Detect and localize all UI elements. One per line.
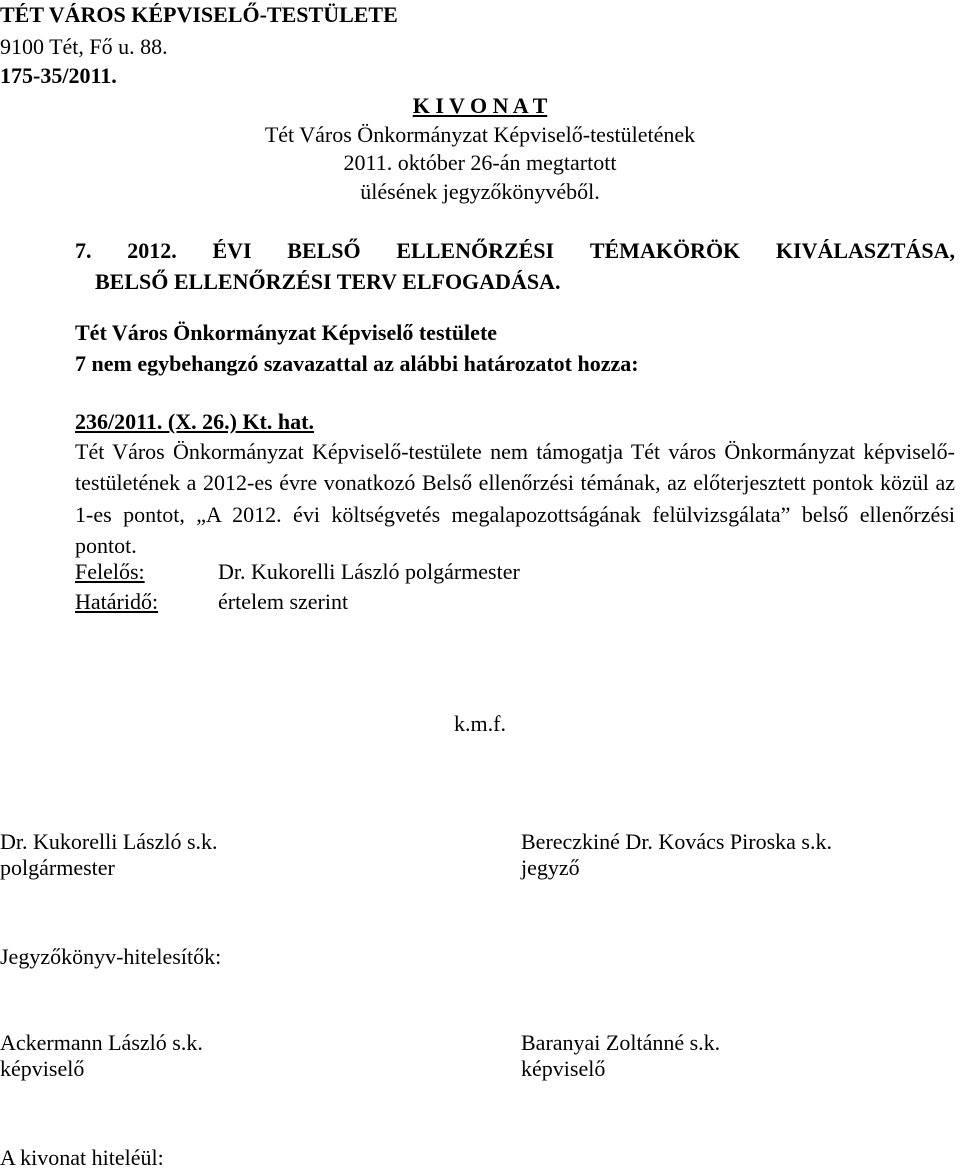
notary-role: jegyző bbox=[521, 855, 580, 880]
authenticators-label: Jegyzőkönyv-hitelesítők: bbox=[0, 944, 222, 969]
authenticator-right bbox=[521, 1030, 720, 1082]
mayor-signature bbox=[0, 829, 218, 881]
footer-note: A kivonat hiteléül: bbox=[0, 1145, 164, 1170]
mayor-name: Dr. Kukorelli László s.k. bbox=[0, 829, 218, 854]
title-line-2: 2011. október 26-án megtartott bbox=[343, 150, 617, 175]
authenticator-left-role: képviselő bbox=[0, 1056, 85, 1081]
responsible-row bbox=[75, 559, 520, 585]
council-name: TÉT VÁROS KÉPVISELŐ-TESTÜLETE bbox=[0, 2, 398, 27]
agenda-word: TÉMAKÖRÖK bbox=[589, 238, 741, 263]
deadline-row bbox=[75, 589, 348, 615]
agenda-item-title bbox=[75, 235, 955, 297]
kmf-mark: k.m.f. bbox=[454, 711, 506, 736]
mayor-role: polgármester bbox=[0, 855, 115, 880]
kivonat-title: K I V O N A T bbox=[412, 93, 548, 118]
authenticator-left-name: Ackermann László s.k. bbox=[0, 1030, 203, 1055]
agenda-word: ELLENŐRZÉSI bbox=[396, 238, 555, 263]
agenda-word: 2012. bbox=[127, 238, 177, 263]
deadline-value: értelem szerint bbox=[218, 589, 349, 614]
resolution-number bbox=[75, 409, 314, 435]
authenticator-left bbox=[0, 1030, 203, 1082]
reference-number: 175-35/2011. bbox=[0, 63, 117, 88]
responsible-value: Dr. Kukorelli László polgármester bbox=[218, 559, 520, 584]
notary-signature bbox=[521, 829, 832, 881]
agenda-word: ÉVI bbox=[212, 238, 252, 263]
resolution-text: Tét Város Önkormányzat Képviselő-testülete nem támogatja Tét város Önkormányzat képviselő-testületének a 2012-es évre vonatkozó Belső ellenőrzési témának, az előterjesztett pontok közül az 1-es pontot, „A 2012. évi költségvetés megalapozottságának felülvizsgálata” belső ellenőrzési pontot. bbox=[75, 439, 955, 559]
agenda-word: KIVÁLASZTÁSA, bbox=[775, 238, 955, 263]
deadline-label: Határidő: bbox=[75, 589, 159, 614]
agenda-word: BELSŐ bbox=[287, 238, 361, 263]
authenticator-right-role: képviselő bbox=[521, 1056, 606, 1081]
vote-line-2: 7 nem egybehangzó szavazattal az alábbi határozatot hozza: bbox=[75, 351, 639, 376]
title-line-1: Tét Város Önkormányzat Képviselő-testületének bbox=[264, 122, 696, 147]
title-line-3: ülésének jegyzőkönyvéből. bbox=[360, 179, 600, 204]
authenticator-right-name: Baranyai Zoltánné s.k. bbox=[521, 1030, 721, 1055]
vote-line-1: Tét Város Önkormányzat Képviselő testülete bbox=[75, 320, 498, 345]
agenda-word: 7. bbox=[75, 238, 92, 263]
resolution-number-text: 236/2011. (X. 26.) Kt. hat. bbox=[75, 409, 314, 434]
responsible-label: Felelős: bbox=[75, 559, 145, 584]
notary-name: Bereczkiné Dr. Kovács Piroska s.k. bbox=[521, 829, 832, 854]
agenda-line-2: BELSŐ ELLENŐRZÉSI TERV ELFOGADÁSA. bbox=[95, 269, 561, 294]
council-address: 9100 Tét, Fő u. 88. bbox=[0, 34, 168, 59]
